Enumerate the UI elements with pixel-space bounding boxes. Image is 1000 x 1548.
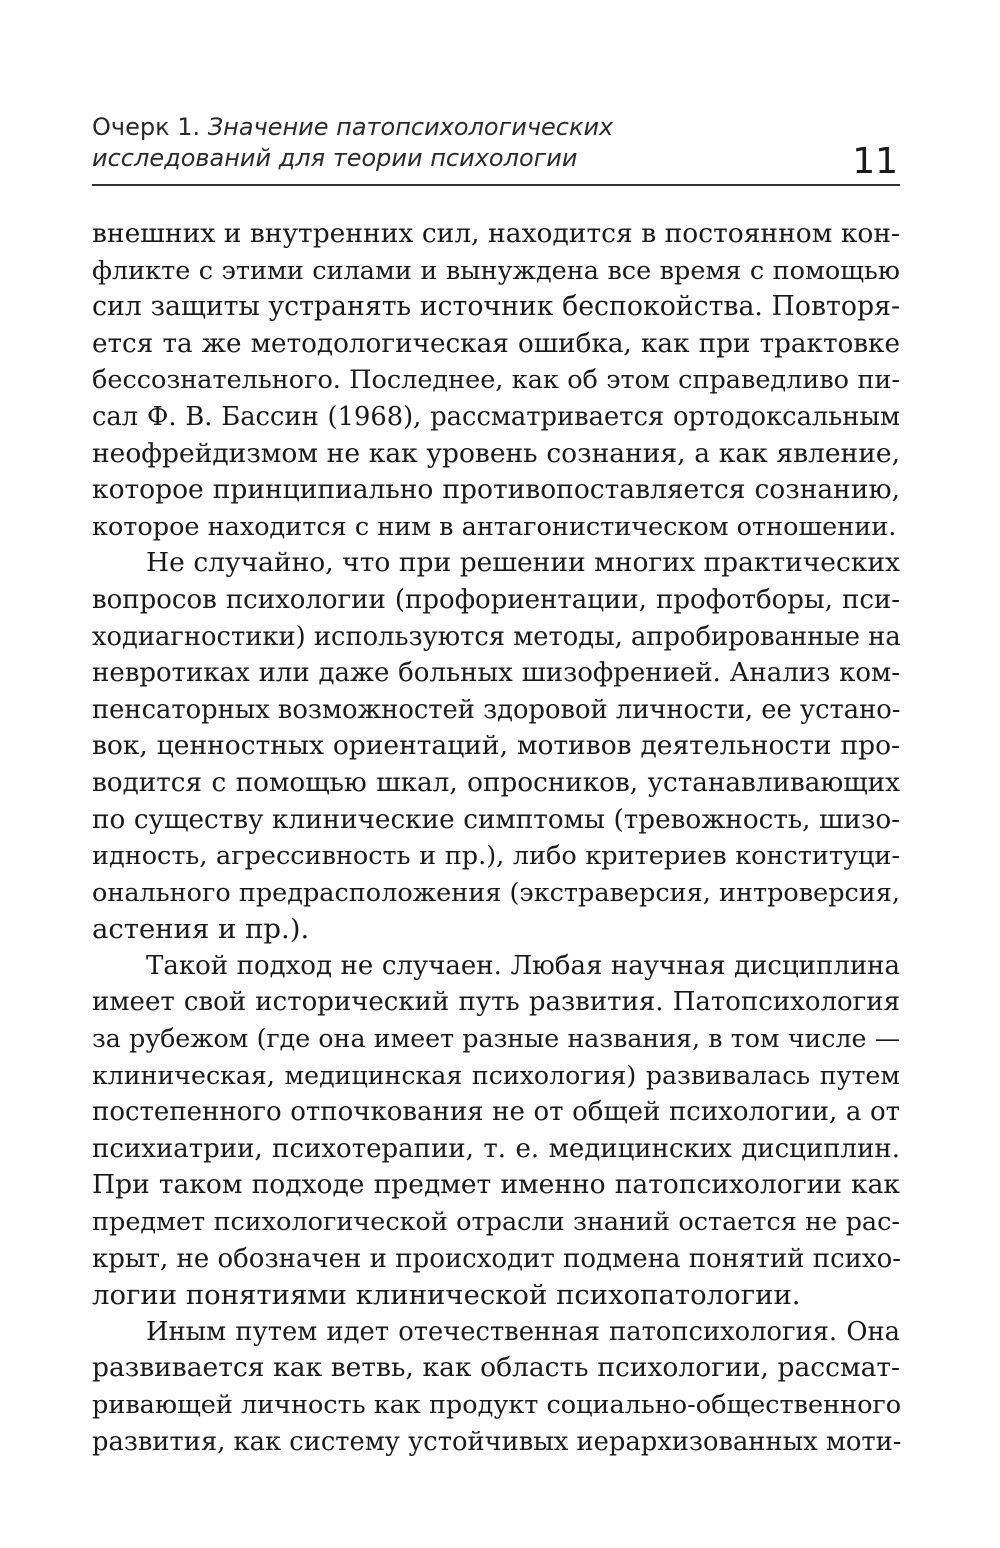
chapter-title-line-1: Значение патопсихологических: [207, 113, 614, 141]
text-line: фликте с этими силами и вынуждена все время с помощью: [92, 255, 900, 286]
text-line: крыт, не обозначен и происходит подмена понятий психо-: [92, 1243, 902, 1274]
text-line: логии понятиями клинической психопатологии.: [92, 1279, 801, 1312]
text-line: ходиагностики) используются методы, апробированные на: [92, 621, 901, 652]
text-line: предмет психологической отрасли знаний остается не рас-: [92, 1207, 900, 1238]
running-header-text: [92, 112, 613, 174]
text-line: Не случайно, что при решении многих практических: [146, 547, 900, 579]
text-line: неофрейдизмом не как уровень сознания, а как явление,: [92, 437, 900, 469]
text-line: развития, как систему устойчивых иерархизованных моти-: [92, 1426, 902, 1457]
text-line: бессознательного. Последнее, как об этом справедливо пи-: [92, 365, 900, 396]
chapter-title-line-2: исследований для теории психологии: [92, 144, 578, 172]
text-line: Иным путем идет отечественная патопсихология. Она: [146, 1316, 900, 1347]
text-line: психиатрии, психотерапии, т. е. медицинских дисциплин.: [92, 1133, 900, 1164]
text-line: за рубежом (где она имеет разные названия, в том числе —: [92, 1024, 900, 1054]
text-line: онального предрасположения (экстраверсия, интроверсия,: [92, 877, 900, 908]
chapter-label: Очерк 1.: [92, 113, 201, 141]
text-line: ется та же методологическая ошибка, как при трактовке: [92, 328, 900, 359]
text-line: клиническая, медицинская психология) развивалась путем: [92, 1060, 900, 1090]
text-line: постепенного отпочкования не от общей психологии, а от: [92, 1097, 900, 1128]
text-line: невротиках или даже больных шизофренией. Анализ ком-: [92, 658, 900, 689]
text-line: водится с помощью шкал, опросников, устанавливающих: [92, 767, 900, 798]
text-line: астения и пр.).: [92, 913, 310, 946]
page-number: 11: [852, 141, 898, 182]
text-line: имеет свой исторический путь развития. Патопсихология: [92, 987, 900, 1018]
text-line: внешних и внутренних сил, находится в постоянном кон-: [92, 218, 900, 249]
text-line: сал Ф. В. Бассин (1968), рассматривается ортодоксальным: [92, 401, 900, 432]
paragraph: [92, 216, 900, 545]
text-line: развивается как ветвь, как область психологии, рассмат-: [92, 1352, 900, 1384]
text-line: Такой подход не случаен. Любая научная дисциплина: [146, 950, 900, 981]
text-line: которое находится с ним в антагонистическом отношении.: [92, 511, 897, 542]
text-line: сил защиты устранять источник беспокойства. Повторя-: [92, 291, 900, 323]
text-line: При таком подходе предмет именно патопсихологии как: [92, 1169, 900, 1201]
text-line: ривающей личность как продукт социально-общественного: [92, 1390, 902, 1420]
text-line: которое принципиально противопоставляется сознанию,: [92, 474, 900, 506]
text-line: идность, агрессивность и пр.), либо критериев конституци-: [92, 841, 900, 872]
paragraph: [92, 545, 900, 948]
text-line: пенсаторных возможностей здоровой личности, ее устано-: [92, 694, 901, 725]
paragraph: [92, 948, 900, 1314]
running-header: [92, 112, 900, 186]
text-line: вопросов психологии (профориентации, профотборы, пси-: [92, 584, 900, 615]
header-divider: [92, 184, 900, 186]
paragraph: [92, 1314, 900, 1460]
text-line: по существу клинические симптомы (тревожность, шизо-: [92, 804, 900, 835]
text-line: вок, ценностных ориентаций, мотивов деятельности про-: [92, 730, 900, 762]
body-text: [92, 216, 900, 1460]
